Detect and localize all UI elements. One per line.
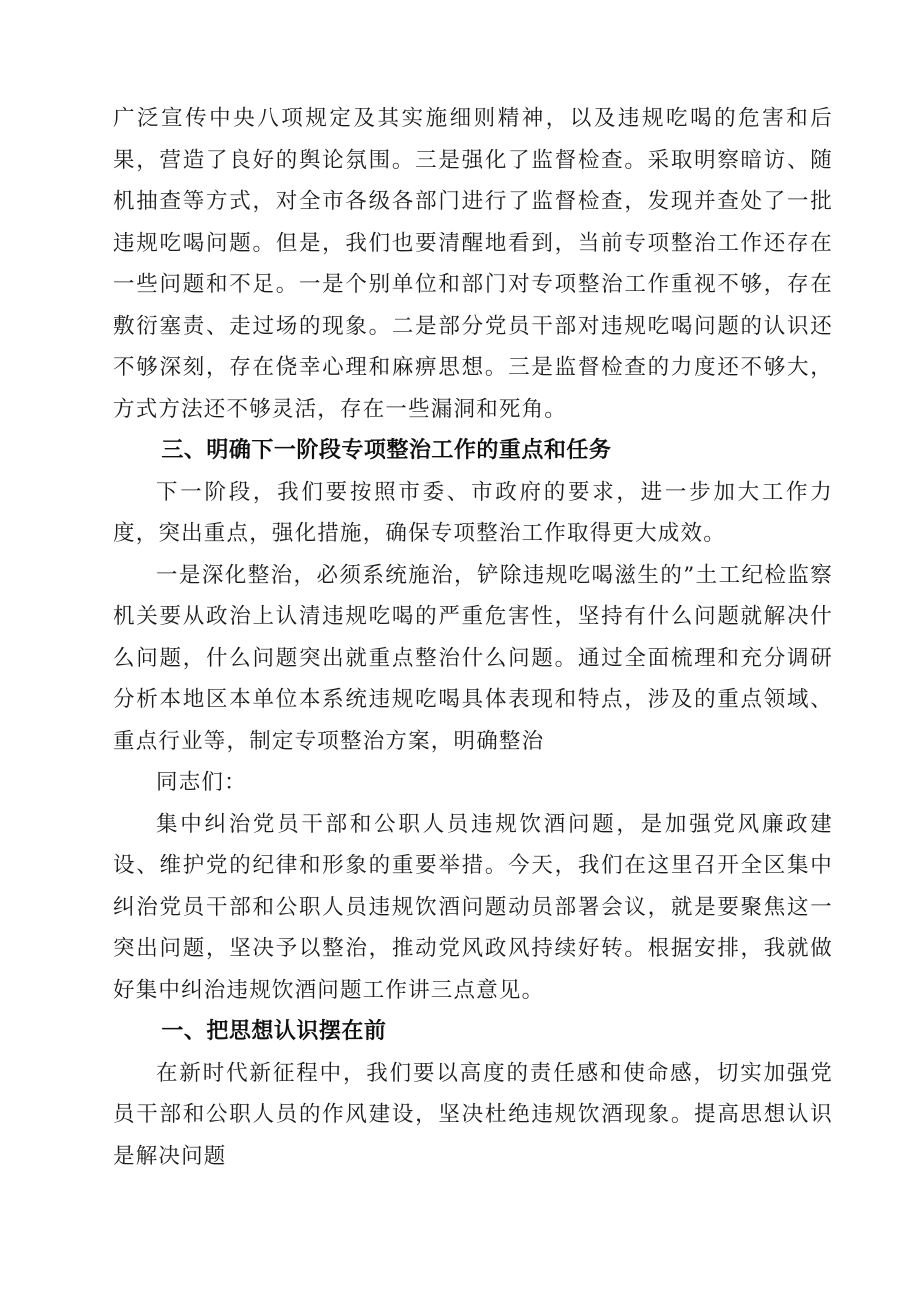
body-paragraph: 下一阶段，我们要按照市委、市政府的要求，进一步加大工作力度，突出重点，强化措施，确保专项整治工作取得更大成效。	[113, 479, 833, 546]
body-paragraph: 广泛宣传中央八项规定及其实施细则精神，以及违规吃喝的危害和后果，营造了良好的舆论氛围。三是强化了监督检查。采取明察暗访、随机抽查等方式，对全市各级各部门进行了监督检查，发现并查处了一批违规吃喝问题。但是，我们也要清醒地看到，当前专项整治工作还存在一些问题和不足。一是个别单位和部门对专项整治工作重视不够，存在敷衍塞责、走过场的现象。二是部分党员干部对违规吃喝问题的认识还不够深刻，存在侥幸心理和麻痹思想。三是监督检查的力度还不够大，方式方法还不够灵活，存在一些漏洞和死角。	[113, 106, 833, 422]
body-paragraph: 在新时代新征程中，我们要以高度的责任感和使命感，切实加强党员干部和公职人员的作风建设，坚决杜绝违规饮酒现象。提高思想认识是解决问题	[113, 1060, 833, 1169]
document-page	[113, 98, 833, 1177]
salutation: 同志们：	[156, 770, 247, 795]
section-heading: 一、把思想认识摆在前	[161, 1019, 387, 1044]
body-paragraph: 一是深化整治，必须系统施治，铲除违规吃喝滋生的”土工纪检监察机关要从政治上认清违规吃喝的严重危害性，坚持有什么问题就解决什么问题，什么问题突出就重点整治什么问题。通过全面梳理和充分调研分析本地区本单位本系统违规吃喝具体表现和特点，涉及的重点领域、重点行业等，制定专项整治方案，明确整治	[113, 562, 833, 754]
body-paragraph: 集中纠治党员干部和公职人员违规饮酒问题，是加强党风廉政建设、维护党的纪律和形象的重要举措。今天，我们在这里召开全区集中纠治党员干部和公职人员违规饮酒问题动员部署会议，就是要聚焦这一突出问题，坚决予以整治，推动党风政风持续好转。根据安排，我就做好集中纠治违规饮酒问题工作讲三点意见。	[113, 811, 833, 1003]
section-heading: 三、明确下一阶段专项整治工作的重点和任务	[161, 438, 612, 463]
